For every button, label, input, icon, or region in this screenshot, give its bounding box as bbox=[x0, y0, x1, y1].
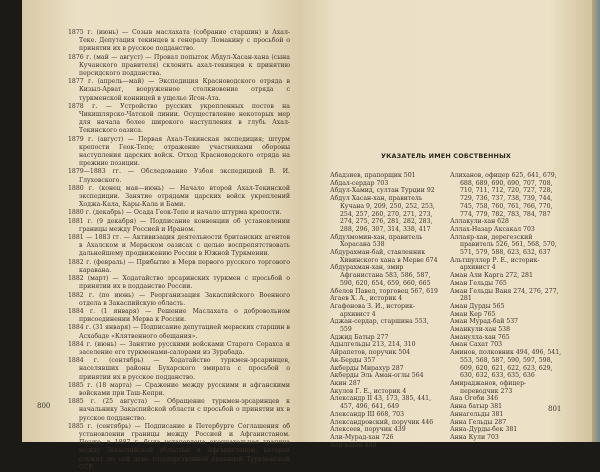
index-entry: Анна Кули 703 bbox=[450, 433, 499, 441]
index-entry: Аман Мурад-бай 537 bbox=[450, 318, 519, 326]
index-entry: Аман Гельды Ваня 274, 276, 277, 281 bbox=[450, 287, 559, 303]
index-entry: Акберды Мирахур 287 bbox=[330, 364, 404, 372]
index-entry: Абелов Павел, торговец 567, 619 bbox=[330, 287, 438, 295]
index-entry: Адылгельды 213, 214, 310 bbox=[330, 341, 416, 349]
chronology-text bbox=[68, 29, 290, 472]
chronology-entry: 1877 г. (апрель—май) — Экспедиция Красноводского отряда в Кизыл-Арват, вооруженное столкновение отряда с туркменской конницей в ущелье Ягон-Ата. bbox=[68, 78, 290, 102]
index-entry: Али-Мурад-хан 726 bbox=[330, 433, 394, 441]
index-entry: Алексеев, поручик 439 bbox=[330, 426, 406, 434]
chronology-entry: 1884 г. (31 января) — Подписание депутацией мервских старшин в Асхабаде «Клятвенного обещания». bbox=[68, 324, 290, 340]
index-entry: Альтшуллер Р. Е., историк-архивист 4 bbox=[450, 256, 540, 272]
left-page bbox=[22, 0, 300, 471]
chronology-entry: 1885 г. (25 августа) — Обращение туркмен-эрсаринцев к начальнику Закаспийской области с просьбой о принятии их в русское подданство. bbox=[68, 398, 290, 422]
index-entry: Аджан-сердар, старшина 553, 559 bbox=[330, 318, 429, 334]
index-entry: Абдул Хасан-хан, правитель Кучана 9, 209, 250, 252, 253, 254, 257, 260, 270, 271, 273, 274, 275, 276, 281, 282, 283, 288, 296, 307, 314, 338, 417 bbox=[330, 195, 435, 233]
chronology-entry: 1880 г. (декабрь) — Осада Геок-Тепе и начало штурма крепости. bbox=[68, 209, 282, 217]
index-entry: Абдул-Хамид, султан Турции 92 bbox=[330, 187, 435, 195]
right-page bbox=[300, 0, 592, 449]
index-entry: Али-ишан 480 bbox=[330, 441, 377, 449]
index-entry: Аманулла-хан 765 bbox=[450, 333, 510, 341]
chronology-entry: 1885 г. (18 марта) — Сражение между русскими и афганскими войсками при Таш-Кепри. bbox=[68, 381, 290, 397]
index-entry: Амираджанов, офицер-переводчик 273 bbox=[450, 379, 527, 395]
index-entry: Абдал-сердар 703 bbox=[330, 179, 389, 187]
chronology-entry: 1882 (март) — Ходатайство эрсаринских туркмен с просьбой о принятии их в подданство России. bbox=[68, 275, 290, 291]
chronology-entry: 1882 г. (февраль) — Прибытие в Мерв первого русского торгового каравана. bbox=[68, 258, 290, 274]
index-entry: Анна-Дурды-бек 381 bbox=[450, 426, 518, 434]
index-entry: Александр II 43, 173, 385, 441, 457, 496, 641, 649 bbox=[330, 395, 432, 411]
index-entry: Ак-Берды 357 bbox=[330, 356, 376, 364]
index-entry: Аминов, полковник 494, 496, 541, 553, 568, 587, 590, 597, 598, 609, 620, 621, 622, 623, 629, 630, 632, 633, 635, 636 bbox=[450, 349, 562, 380]
chronology-entry: 1879—1883 гг. — Обследование Узбоя экспедицией В. И. Глуховского. bbox=[68, 168, 290, 184]
index-title: УКАЗАТЕЛЬ ИМЕН СОБСТВЕННЫХ bbox=[380, 152, 512, 160]
index-entry: Аман Сахат 703 bbox=[450, 341, 503, 349]
chronology-entry: 1879 г. (август) — Первая Ахал-Текинская экспедиция; штурм крепости Геок-Тепе; отражение участниками обороны наступления царских войск. Отход Красноводского отряда на прежние позиции. bbox=[68, 135, 290, 168]
index-entry: Айрапетов, поручик 504 bbox=[330, 349, 411, 357]
index-entry: Александр III 668, 703 bbox=[330, 410, 405, 418]
index-column-1 bbox=[330, 172, 442, 449]
index-entry: Акин 287 bbox=[330, 379, 361, 387]
chronology-entry: 1882 г. (по июнь) — Реорганизация Закаспийского Военного отдела в Закаспийскую область. bbox=[68, 291, 290, 307]
chronology-entry: 1875 г. (июнь) — Созыв маслахата (собрание старшин) в Ахал-Теке. Депутация текинцев к генералу Ломакину с просьбой о принятии их в русское подданство. bbox=[68, 29, 290, 53]
index-entry: Аман Кер 765 bbox=[450, 310, 496, 318]
index-entry: Аджид Батыр 277 bbox=[330, 333, 389, 341]
index-entry: Акберды Эль Аман-оглы 564 bbox=[330, 372, 424, 380]
chronology-entry: 1885 г. (сентябрь) — Подписание в Петербурге Соглашения об установлении границы между Россией и Афганистаном. Позже, в 1887 г. была установлена окончательная граница между Закаспийской областью и Афганистаном, которая служит по сей день государственной границей Туркменской ССР. bbox=[68, 422, 290, 471]
index-entry: Абадзиев, прапорщик 501 bbox=[330, 172, 416, 179]
index-entry: Анна батыр 381 bbox=[450, 403, 503, 411]
index-entry: Аман Гельды 765 bbox=[450, 279, 507, 287]
index-entry: Аман Али Карга 272, 281 bbox=[450, 272, 533, 280]
chronology-entry: 1884 г. (1 января) — Решение Маслахата о добровольном присоединении Мерва к России. bbox=[68, 307, 290, 324]
index-entry: Алиханов, офицер 625, 641, 679, 688, 689, 690, 690, 707, 708, 710, 711, 712, 720, 727, 728, 729, 736, 737, 738, 739, 744, 745, 758, 760, 761, 766, 770, 774, 779, 782, 783, 784, 787 bbox=[450, 172, 557, 218]
index-entry: Ана Огоби 346 bbox=[450, 395, 499, 403]
index-entry: Агаев Х. А., историк 4 bbox=[330, 295, 403, 303]
page-number: 801 bbox=[548, 405, 562, 413]
index-entry: Аллах-Назар Аксакал 703 bbox=[450, 225, 535, 233]
index-entry: Аманкули-хан 538 bbox=[450, 326, 511, 334]
chronology-entry: 1881 г. (9 декабря) — Подписание конвенции об установлении границы между Россией и Ираном. bbox=[68, 217, 290, 233]
index-entry: Абдулмомин-хан, правитель Хорасана 538 bbox=[330, 233, 423, 249]
index-entry: Аллаяр-хан, дерегезский правитель 526, 561, 568, 570, 571, 579, 588, 623, 632, 637 bbox=[450, 233, 557, 257]
index-entry: Акулов Г. Е., историк 4 bbox=[330, 387, 407, 395]
chronology-entry: 1884 г. (сентябрь) — Ходатайство туркмен-эрсаринцев, населявших районы Бухарского эмирата с просьбой о принятии их в русское подданство. bbox=[68, 357, 290, 381]
index-entry: Абдурахман-хан, эмир Афганистана 583, 586, 587, 590, 620, 654, 659, 660, 665 bbox=[330, 264, 431, 287]
index-entry: Александровский, поручик 446 bbox=[330, 418, 434, 426]
index-entry: Аман Дурды 565 bbox=[450, 302, 505, 310]
index-entry: Анна Гельды 287 bbox=[450, 418, 507, 426]
chronology-entry: 1880 г. (конец мая—июнь) — Начало второй Ахал-Текинской экспедиции. Занятие отрядами царских войск укреплений Ходжа-Кала, Кары-Кала и Бами. bbox=[68, 184, 290, 209]
chronology-entry: 1876 г. (май — август) — Провал попыток Абдул-Хасан-хана (сына Кучанского правителя) склонить ахал-текинцев к принятию персидского подданства. bbox=[68, 53, 290, 78]
page-number: 800 bbox=[37, 402, 51, 410]
index-entry: Аннагельды 381 bbox=[450, 410, 504, 418]
index-entry: Агафонова З. И., историк-архивист 4 bbox=[330, 302, 416, 318]
index-entry: Абдурахман-бай, ставленник Хивинского хана в Мерве 674 bbox=[330, 249, 438, 264]
index-column-2 bbox=[450, 172, 562, 442]
chronology-entry: 1881 — 1883 гг. — Активизация деятельности британских агентов в Ахалском и Мервском оазисах с целью воспрепятствовать дальнейшему продвижению России в Южной Туркмении. bbox=[68, 234, 290, 258]
index-entry: Аллакули-хан 628 bbox=[450, 218, 509, 226]
chronology-entry: 1878 г. — Устройство русских укрепленных постов на Чикишлярско-Чатской линии. Осуществление некоторых мер для начала более широкого наступления в глубь Ахал-Текинского оазиса. bbox=[68, 102, 290, 135]
book-edge bbox=[592, 0, 600, 442]
chronology-entry: 1884 г. (июнь) — Занятие русскими войсками Старого Серахса и заселение его туркменами-салорами из Зурабада. bbox=[68, 340, 290, 356]
